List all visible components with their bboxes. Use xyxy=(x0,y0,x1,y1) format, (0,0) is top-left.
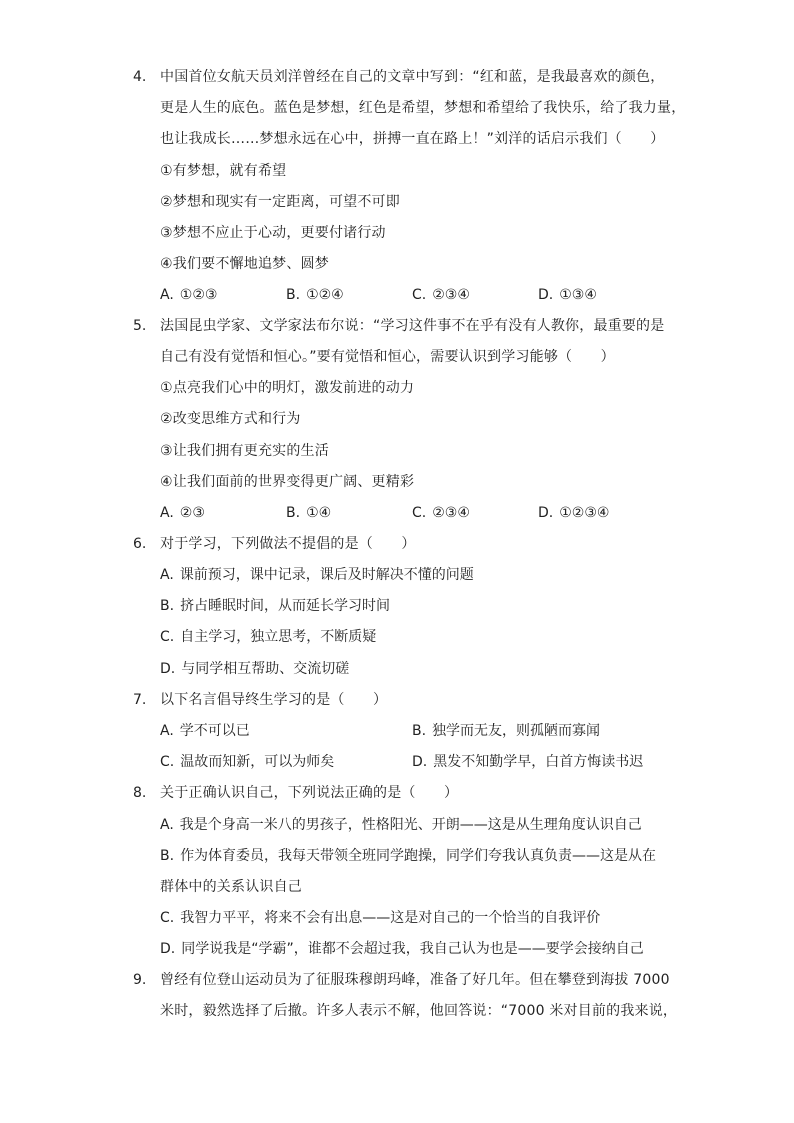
option-a[interactable] xyxy=(160,566,474,584)
option-c[interactable] xyxy=(412,504,470,522)
statement-item: ②改变思维方式和行为 xyxy=(160,411,301,427)
question-number: 6. xyxy=(133,536,147,552)
option-continuation: 群体中的关系认识自己 xyxy=(160,879,302,895)
option-text: 同学说我是“学霸”，谁都不会超过我，我自己认为也是——要学会接纳自己 xyxy=(181,941,644,957)
option-b[interactable] xyxy=(286,286,344,304)
statement-item: ①有梦想，就有希望 xyxy=(160,163,287,179)
option-c[interactable] xyxy=(160,753,334,771)
question-stem-line: 也让我成长……梦想永远在心中，拼搏一直在路上！”刘洋的话启示我们（ ） xyxy=(160,131,665,147)
option-letter: A. xyxy=(160,723,174,739)
option-d[interactable] xyxy=(538,504,609,522)
statement-item: ④让我们面前的世界变得更广阔、更精彩 xyxy=(160,474,415,490)
option-c[interactable] xyxy=(160,909,600,927)
option-d[interactable] xyxy=(160,660,349,678)
option-text: ②③④ xyxy=(432,505,470,521)
option-text: ①③④ xyxy=(559,287,597,303)
option-b[interactable] xyxy=(412,722,600,740)
option-text: 与同学相互帮助、交流切磋 xyxy=(181,661,350,677)
option-text: 我是个身高一米八的男孩子，性格阳光、开朗——这是从生理角度认识自己 xyxy=(179,817,642,833)
statement-item: ④我们要不懈地追梦、圆梦 xyxy=(160,256,329,272)
option-text: 作为体育委员，我每天带领全班同学跑操，同学们夸我认真负责——这是从在 xyxy=(180,848,657,864)
question-stem-line: 自己有没有觉悟和恒心。”要有觉悟和恒心，需要认识到学习能够（ ） xyxy=(160,349,615,365)
option-text: 挤占睡眠时间，从而延长学习时间 xyxy=(180,598,391,614)
option-b[interactable] xyxy=(160,847,656,865)
question-stem-line: 更是人生的底色。蓝色是梦想，红色是希望，梦想和希望给了我快乐，给了我力量， xyxy=(160,100,686,116)
option-b[interactable] xyxy=(160,597,390,615)
question-stem-line: 对于学习，下列做法不提倡的是（ ） xyxy=(160,536,416,552)
option-text: ②③④ xyxy=(432,287,470,303)
option-letter: C. xyxy=(160,754,175,770)
option-text: ①②④ xyxy=(306,287,344,303)
option-text: ②③ xyxy=(179,505,205,521)
option-letter: D. xyxy=(538,287,554,303)
option-letter: C. xyxy=(412,505,427,521)
option-a[interactable] xyxy=(160,816,642,834)
option-letter: D. xyxy=(160,661,176,677)
question-stem-line: 米时，毅然选择了后撤。许多人表示不解，他回答说：“7000 米对目前的我来说， xyxy=(160,1003,678,1019)
question-number: 4. xyxy=(133,69,147,85)
option-letter: A. xyxy=(160,505,174,521)
option-letter: B. xyxy=(412,723,427,739)
option-a[interactable] xyxy=(160,722,250,740)
option-text: 学不可以已 xyxy=(179,723,250,739)
option-text: 独学而无友，则孤陋而寡闻 xyxy=(432,723,601,739)
option-text: 自主学习，独立思考，不断质疑 xyxy=(180,629,377,645)
option-letter: D. xyxy=(412,754,428,770)
option-text: 课前预习，课中记录，课后及时解决不懂的问题 xyxy=(179,567,474,583)
option-a[interactable] xyxy=(160,504,205,522)
option-text: ①②③ xyxy=(179,287,218,303)
question-number: 5. xyxy=(133,318,147,334)
question-number: 9. xyxy=(133,972,147,988)
option-letter: A. xyxy=(160,817,174,833)
option-letter: D. xyxy=(538,505,554,521)
option-text: 温故而知新，可以为师矣 xyxy=(180,754,335,770)
option-letter: A. xyxy=(160,287,174,303)
option-letter: B. xyxy=(286,505,301,521)
question-number: 7. xyxy=(133,692,147,708)
question-stem-line: 以下名言倡导终生学习的是（ ） xyxy=(160,692,388,708)
option-letter: B. xyxy=(286,287,301,303)
option-letter: B. xyxy=(160,598,175,614)
option-c[interactable] xyxy=(412,286,470,304)
option-text: ①④ xyxy=(306,505,332,521)
statement-item: ③让我们拥有更充实的生活 xyxy=(160,443,329,459)
option-letter: D. xyxy=(160,941,176,957)
statement-item: ①点亮我们心中的明灯，激发前进的动力 xyxy=(160,380,415,396)
option-letter: B. xyxy=(160,848,175,864)
option-d[interactable] xyxy=(538,286,597,304)
option-text: 我智力平平，将来不会有出息——这是对自己的一个恰当的自我评价 xyxy=(180,910,601,926)
option-a[interactable] xyxy=(160,286,217,304)
question-stem-line: 法国昆虫学家、文学家法布尔说：“学习这件事不在乎有没有人教你，最重要的是 xyxy=(160,318,665,334)
option-letter: C. xyxy=(412,287,427,303)
option-b[interactable] xyxy=(286,504,331,522)
option-c[interactable] xyxy=(160,628,376,646)
option-d[interactable] xyxy=(160,940,644,958)
option-text: ①②③④ xyxy=(559,505,610,521)
option-letter: C. xyxy=(160,910,175,926)
option-text: 黑发不知勤学早，白首方悔读书迟 xyxy=(433,754,644,770)
statement-item: ③梦想不应止于心动，更要付诸行动 xyxy=(160,225,386,241)
question-stem-line: 关于正确认识自己，下列说法正确的是（ ） xyxy=(160,785,459,801)
option-letter: C. xyxy=(160,629,175,645)
question-stem-line: 中国首位女航天员刘洋曾经在自己的文章中写到：“红和蓝，是我最喜欢的颜色， xyxy=(160,69,665,85)
option-letter: A. xyxy=(160,567,174,583)
question-number: 8. xyxy=(133,785,147,801)
question-stem-line: 曾经有位登山运动员为了征服珠穆朗玛峰，准备了好几年。但在攀登到海拔 7000 xyxy=(160,972,670,988)
option-d[interactable] xyxy=(412,753,643,771)
statement-item: ②梦想和现实有一定距离，可望不可即 xyxy=(160,194,400,210)
